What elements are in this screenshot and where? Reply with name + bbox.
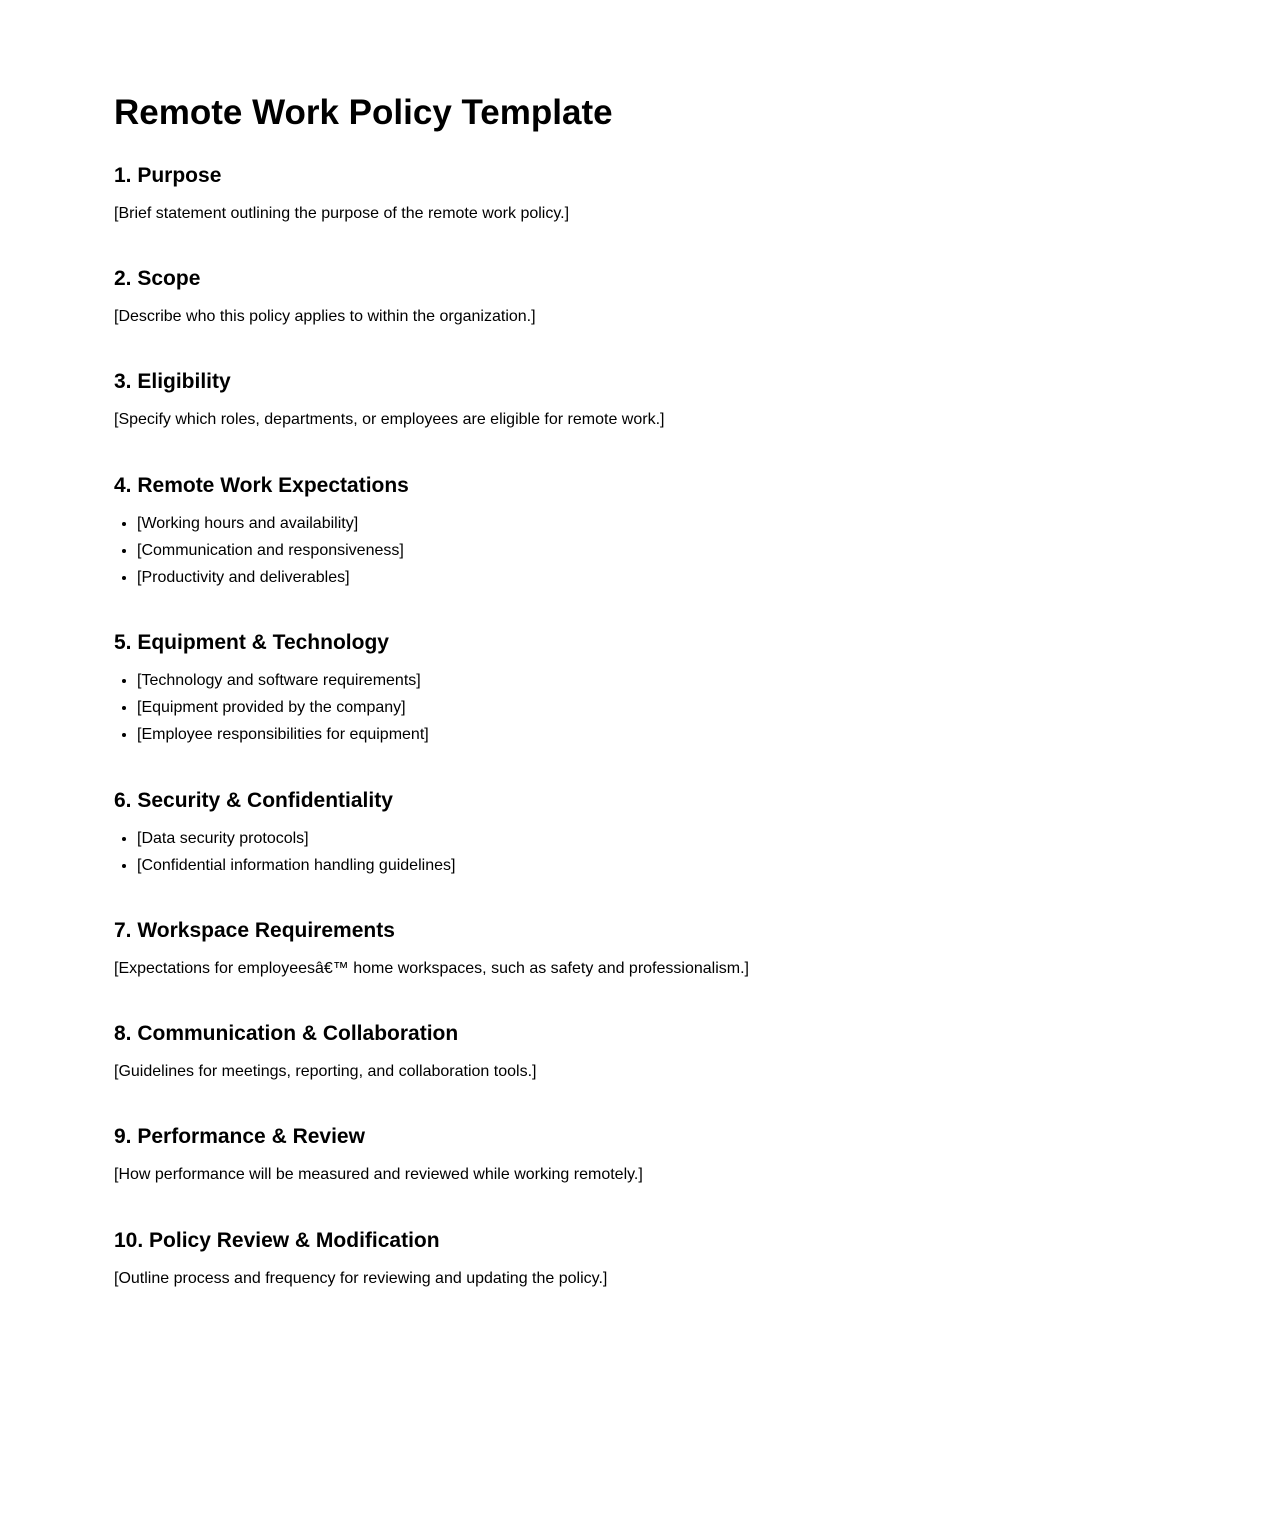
section-policy-review-modification — [114, 1229, 1214, 1289]
section-heading: 6. Security & Confidentiality — [114, 789, 393, 812]
list-item: • [Productivity and deliverables] — [137, 568, 1214, 588]
section-heading: 8. Communication & Collaboration — [114, 1022, 459, 1045]
list-item: • [Confidential information handling guidelines] — [137, 856, 1214, 876]
section-heading: 1. Purpose — [114, 164, 222, 187]
page-title: Remote Work Policy Template — [114, 93, 613, 132]
section-heading: 4. Remote Work Expectations — [114, 474, 409, 497]
section-security-confidentiality — [114, 789, 1214, 883]
list-item: • [Employee responsibilities for equipment] — [137, 725, 1214, 745]
section-text: [How performance will be measured and reviewed while working remotely.] — [114, 1166, 643, 1183]
section-equipment-technology — [114, 631, 1214, 752]
bullet-list — [114, 829, 1214, 876]
list-item: • [Technology and software requirements] — [137, 671, 1214, 691]
section-text: [Brief statement outlining the purpose of the remote work policy.] — [114, 205, 570, 222]
section-heading: 3. Eligibility — [114, 370, 231, 393]
section-heading: 9. Performance & Review — [114, 1125, 365, 1148]
section-text: [Specify which roles, departments, or employees are eligible for remote work.] — [114, 411, 665, 428]
section-workspace-requirements — [114, 919, 1214, 979]
section-heading: 5. Equipment & Technology — [114, 631, 389, 654]
section-heading: 10. Policy Review & Modification — [114, 1229, 440, 1252]
list-item: • [Working hours and availability] — [137, 514, 1214, 534]
bullet-list — [114, 514, 1214, 588]
list-item: • [Equipment provided by the company] — [137, 698, 1214, 718]
section-text: [Describe who this policy applies to within the organization.] — [114, 308, 536, 325]
section-text: [Outline process and frequency for reviewing and updating the policy.] — [114, 1270, 608, 1287]
section-text: [Guidelines for meetings, reporting, and collaboration tools.] — [114, 1063, 537, 1080]
section-performance-review — [114, 1125, 1214, 1185]
section-communication-collaboration — [114, 1022, 1214, 1082]
section-heading: 2. Scope — [114, 267, 201, 290]
section-eligibility — [114, 370, 1214, 430]
section-scope — [114, 267, 1214, 327]
section-text: [Expectations for employeesâ€™ home workspaces, such as safety and professionalism.] — [114, 960, 749, 977]
list-item: • [Communication and responsiveness] — [137, 541, 1214, 561]
section-purpose — [114, 164, 1214, 224]
list-item: • [Data security protocols] — [137, 829, 1214, 849]
section-remote-work-expectations — [114, 474, 1214, 595]
section-heading: 7. Workspace Requirements — [114, 919, 395, 942]
bullet-list — [114, 671, 1214, 745]
